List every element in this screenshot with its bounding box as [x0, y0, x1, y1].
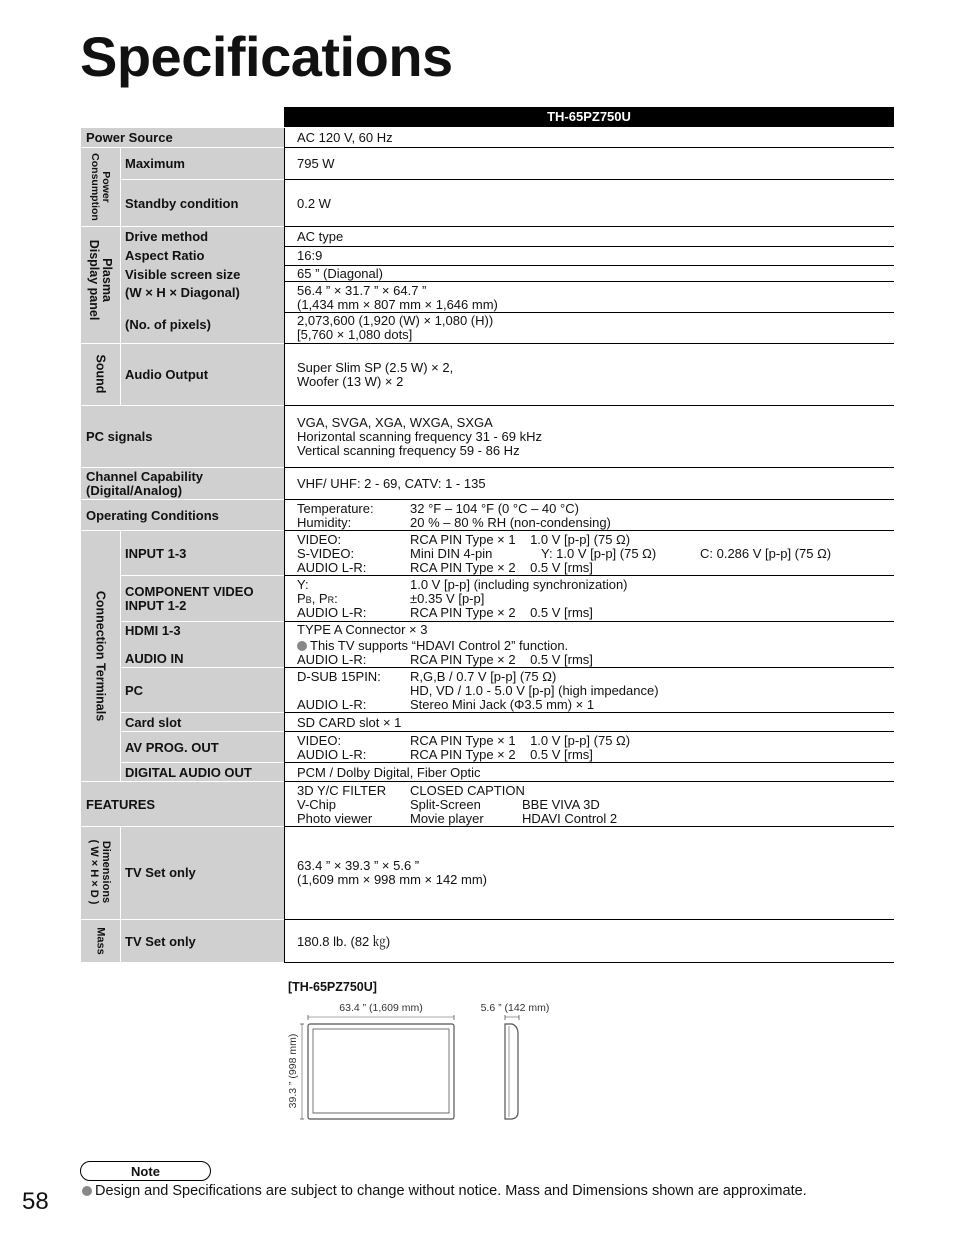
dimensions-value: 63.4 ” × 39.3 ” × 5.6 ” — [297, 858, 420, 873]
feature-item: V-Chip — [297, 797, 337, 812]
input-video-value: RCA PIN Type × 1 1.0 V [p-p] (75 Ω) — [410, 532, 631, 547]
pc-dsub-value: R,G,B / 0.7 V [p-p] (75 Ω) — [410, 669, 557, 684]
group-label-sound: Sound — [93, 354, 108, 394]
humidity-key: Humidity: — [297, 515, 352, 530]
input-svideo-c: C: 0.286 V [p-p] (75 Ω) — [700, 546, 832, 561]
pc-label: PC — [125, 683, 144, 698]
screen-size-value: 56.4 ” × 31.7 ” × 64.7 ” — [297, 283, 427, 298]
group-label-connection: Connection Terminals — [93, 590, 108, 722]
feature-item: 3D Y/C FILTER — [297, 783, 387, 798]
feature-item: BBE VIVA 3D — [522, 797, 600, 812]
pc-hdvd-value: HD, VD / 1.0 - 5.0 V [p-p] (high impedance) — [410, 683, 659, 698]
humidity-value: 20 % – 80 % RH (non-condensing) — [410, 515, 611, 530]
av-video-key: VIDEO: — [297, 733, 342, 748]
diagram-height-label: 39.3 ” (998 mm) — [287, 1033, 299, 1109]
standby-value: 0.2 W — [297, 196, 331, 211]
audio-in-value: RCA PIN Type × 2 0.5 V [rms] — [410, 652, 593, 667]
drive-method-label: Drive method — [125, 229, 209, 244]
diagonal-value: 65 ” (Diagonal) — [297, 266, 383, 281]
group-label-mass: Mass — [94, 927, 107, 955]
screen-size-mm-value: (1,434 mm × 807 mm × 1,646 mm) — [297, 297, 498, 312]
component-y-key: Y: — [297, 577, 309, 592]
diagram-depth-label: 5.6 ” (142 mm) — [480, 1002, 550, 1014]
temperature-value: 32 °F – 104 °F (0 °C – 40 °C) — [410, 501, 579, 516]
card-slot-value: SD CARD slot × 1 — [297, 715, 402, 730]
audio-output-value: Super Slim SP (2.5 W) × 2, — [297, 360, 454, 375]
input-audio-value: RCA PIN Type × 2 0.5 V [rms] — [410, 560, 593, 575]
av-audio-key: AUDIO L-R: — [297, 747, 367, 762]
bullet-icon — [82, 1186, 92, 1196]
feature-item: CLOSED CAPTION — [410, 783, 525, 798]
mass-label: TV Set only — [125, 934, 196, 949]
av-audio-value: RCA PIN Type × 2 0.5 V [rms] — [410, 747, 593, 762]
hdmi-note: This TV supports “HDAVI Control 2” function. — [297, 639, 568, 653]
input-svideo-value: Mini DIN 4-pin — [410, 546, 493, 561]
pc-dsub-key: D-SUB 15PIN: — [297, 669, 381, 684]
aspect-ratio-value: 16:9 — [297, 248, 323, 263]
operating-label: Operating Conditions — [86, 508, 219, 523]
group-label-power-consumption: Power Consumption — [89, 153, 112, 221]
temperature-key: Temperature: — [297, 501, 374, 516]
input-svideo-y: Y: 1.0 V [p-p] (75 Ω) — [541, 546, 657, 561]
digital-audio-value: PCM / Dolby Digital, Fiber Optic — [297, 765, 481, 780]
component-y-value: 1.0 V [p-p] (including synchronization) — [410, 577, 628, 592]
pc-signals-value-3: Vertical scanning frequency 59 - 86 Hz — [297, 443, 520, 458]
visible-size-sub-label: (W × H × Diagonal) — [125, 285, 240, 300]
av-out-label: AV PROG. OUT — [125, 740, 219, 755]
input-audio-key: AUDIO L-R: — [297, 560, 367, 575]
feature-item: Split-Screen — [410, 797, 481, 812]
power-source-label: Power Source — [86, 130, 173, 145]
card-slot-label: Card slot — [125, 715, 182, 730]
diagram-title: [TH-65PZ750U] — [288, 980, 377, 994]
hdmi-label: HDMI 1-3 — [125, 623, 181, 638]
channel-value: VHF/ UHF: 2 - 69, CATV: 1 - 135 — [297, 476, 486, 491]
input-svideo-key: S-VIDEO: — [297, 546, 355, 561]
pixels-label: (No. of pixels) — [125, 317, 211, 332]
audio-in-label: AUDIO IN — [125, 651, 184, 666]
group-label-dimensions: Dimensions ( W × H × D ) — [88, 839, 112, 905]
drive-method-value: AC type — [297, 229, 344, 244]
mass-value: 180.8 lb. (82 ㎏) — [297, 934, 391, 949]
pc-signals-value-2: Horizontal scanning frequency 31 - 69 kHz — [297, 429, 542, 444]
audio-in-key: AUDIO L-R: — [297, 652, 367, 667]
pc-audio-key: AUDIO L-R: — [297, 697, 367, 712]
maximum-label: Maximum — [125, 156, 185, 171]
input-video-key: VIDEO: — [297, 532, 342, 547]
note-badge: Note — [80, 1161, 211, 1181]
digital-audio-label: DIGITAL AUDIO OUT — [125, 765, 252, 780]
dimensions-mm-value: (1,609 mm × 998 mm × 142 mm) — [297, 872, 488, 887]
av-video-value: RCA PIN Type × 1 1.0 V [p-p] (75 Ω) — [410, 733, 631, 748]
power-source-value: AC 120 V, 60 Hz — [297, 130, 393, 145]
dots-value: [5,760 × 1,080 dots] — [297, 327, 413, 342]
input-label: INPUT 1-3 — [125, 546, 187, 561]
tv-side-view — [505, 1015, 519, 1119]
component-audio-value: RCA PIN Type × 2 0.5 V [rms] — [410, 605, 593, 620]
component-pbpr-key: PB, PR: — [297, 591, 338, 606]
pc-audio-value: Stereo Mini Jack (Φ3.5 mm) × 1 — [410, 697, 595, 712]
feature-item: Photo viewer — [297, 811, 373, 826]
standby-label: Standby condition — [125, 196, 239, 211]
note-text: Design and Specifications are subject to change without notice. Mass and Dimensions shown are approximate. — [82, 1183, 807, 1199]
channel-sub-label: (Digital/Analog) — [86, 483, 183, 498]
group-label-plasma: Plasma Display panel — [87, 239, 114, 321]
aspect-ratio-label: Aspect Ratio — [125, 248, 205, 263]
dimensions-label: TV Set only — [125, 865, 196, 880]
feature-item: HDAVI Control 2 — [522, 811, 618, 826]
pc-signals-value: VGA, SVGA, XGA, WXGA, SXGA — [297, 415, 493, 430]
pc-signals-label: PC signals — [86, 429, 153, 444]
audio-output-label: Audio Output — [125, 367, 209, 382]
component-sub-label: INPUT 1-2 — [125, 598, 187, 613]
pixels-value: 2,073,600 (1,920 (W) × 1,080 (H)) — [297, 313, 494, 328]
visible-size-label: Visible screen size — [125, 267, 241, 282]
channel-label: Channel Capability — [86, 469, 204, 484]
audio-output-value-2: Woofer (13 W) × 2 — [297, 374, 404, 389]
page-title: Specifications — [80, 25, 453, 88]
tv-front-view — [300, 1015, 454, 1119]
page-number: 58 — [22, 1188, 49, 1215]
component-label: COMPONENT VIDEO — [125, 584, 254, 599]
maximum-value: 795 W — [297, 156, 335, 171]
feature-item: Movie player — [410, 811, 484, 826]
hdmi-value: TYPE A Connector × 3 — [297, 622, 428, 637]
model-header: TH-65PZ750U — [284, 107, 894, 127]
diagram-width-label: 63.4 ” (1,609 mm) — [339, 1002, 423, 1014]
component-pbpr-value: ±0.35 V [p-p] — [410, 591, 485, 606]
features-label: FEATURES — [86, 797, 156, 812]
component-audio-key: AUDIO L-R: — [297, 605, 367, 620]
